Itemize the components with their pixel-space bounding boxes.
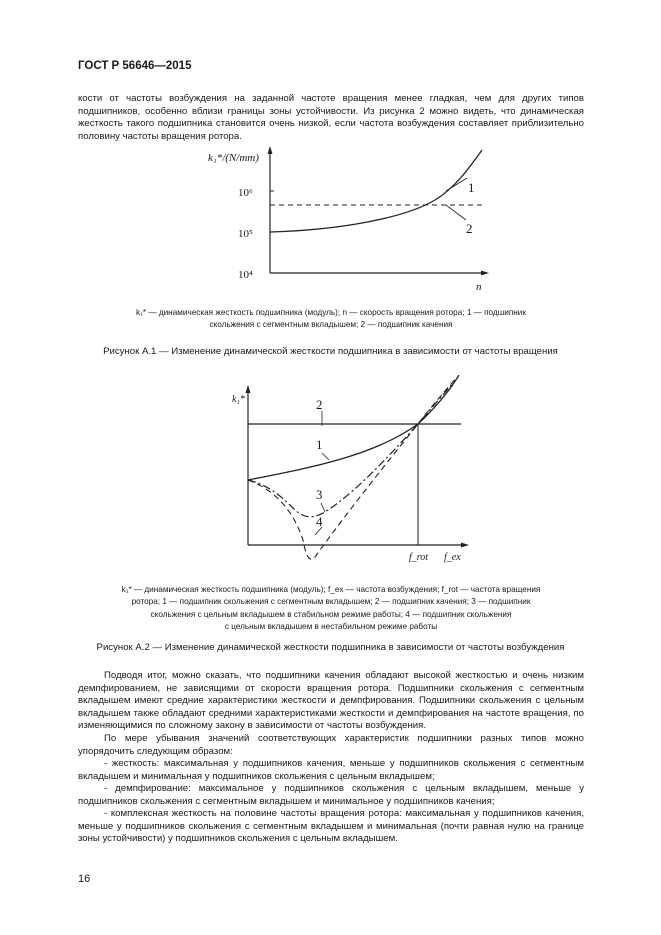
figure-a1-title: Рисунок А.1 — Изменение динамической жесткости подшипника в зависимости от частоты вращения [103,346,558,357]
a2-legend-line-4: с цельным вкладышем в нестабильном режиме работы [224,621,438,631]
a2-y-axis-label: k₁* [232,394,245,405]
intro-paragraph: кости от частоты возбуждения на заданной частоте вращения менее гладкая, чем для других типов подшипников, особенно вблизи границы зоны устойчивости. Из рисунка 2 можно видеть, что динамическая жесткость такого подшипника становится очень низкой, если частота возбуждения составляет приблизительно половину частоты вращения ротора. [78,93,584,142]
a2-leader-3 [321,503,325,512]
a2-curve-label-3: 3 [316,487,323,502]
a1-curve-label-2: 2 [466,221,473,236]
a2-x-label-fex: f_ex [444,552,461,563]
a2-x-label-frot: f_rot [409,552,429,563]
list-item: - жесткость: максимальная у подшипников качения, меньше у подшипников скольжения с сегментным вкладышем и минимальная у подшипников скольжения с цельным вкладышем; [78,758,584,782]
a1-x-arrow [481,271,489,276]
a2-y-arrow [246,385,251,393]
a2-legend-line-3: скольжения с цельным вкладышем в стабильном режиме работы; 4 — подшипник скольжения [150,609,512,619]
a1-tick-label-3: 10⁴ [238,269,253,281]
a2-legend-line-2: ротора; 1 — подшипник скольжения с сегментным вкладышем; 2 — подшипник качения; 3 — подшипник [131,597,531,607]
document-header: ГОСТ Р 56646—2015 [78,60,192,72]
a2-x-arrow [461,543,469,548]
a2-leader-1 [322,453,329,460]
a1-x-axis-label: n [476,281,482,293]
a1-curve-1 [270,150,482,232]
a2-curve-label-1: 1 [316,437,323,452]
figure-a1-chart [190,140,500,300]
a2-curve-1 [248,375,459,480]
a2-curve-label-4: 4 [316,514,323,529]
a1-tick-label-1: 10⁶ [238,187,253,199]
a1-tick-label-2: 10⁵ [238,228,253,240]
a1-curve-label-1: 1 [468,180,475,195]
list-item: - комплексная жесткость на половине частоты вращения ротора: максимальная у подшипников качения, меньше у подшипников скольжения с сегментным вкладышем и минимальная (почти равная нулю на границе зоны устойчивости) у подшипников скольжения с цельным вкладышем. [78,808,584,845]
a1-leader-2 [446,205,466,220]
a2-curve-3 [248,383,453,517]
figure-a2-title: Рисунок А.2 — Изменение динамической жесткости подшипника в зависимости от частоты возбуждения [96,642,565,653]
a1-y-axis-label: k₁*/(N/mm) [208,152,259,164]
summary-paragraph: Подводя итог, можно сказать, что подшипники качения обладают высокой жесткостью и очень низким демпфированием, не зависящими от скорости вращения ротора. Подшипники скольжения с сегментным вкладышем имеют средние характеристики жесткости и демпфирования. Подшипники скольжения с цельным вкладышем также обладают средними характеристиками жесткости и демпфирования на частоте вращения, по изменяющимися по сложному закону в зависимости от частоты возбуждения. [78,670,584,732]
ordering-paragraph: По мере убывания значений соответствующих характеристик подшипники разных типов можно упорядочить следующим образом: [78,733,584,757]
a1-leader-1 [446,178,467,191]
figure-a2-chart [225,375,475,575]
figure-a2-legend [78,584,584,633]
a2-curve-4 [248,377,457,559]
a2-curve-label-2: 2 [316,397,323,412]
a1-y-arrow [268,146,273,154]
figure-a1-legend [78,307,584,332]
a2-legend-line-1: k₁* — динамическая жесткость подшипника (модуль); f_ex — частота возбуждения; f_rot — частота вращения [121,585,541,594]
a1-legend-line-2: скольжения с сегментным вкладышем; 2 — подшипник качения [209,320,453,330]
page-number: 16 [78,873,91,885]
list-item: - демпфирование: максимальное у подшипников скольжения с цельным вкладышем, меньше у подшипников скольжения с сегментным вкладышем и минимальное у подшипников качения; [78,783,584,807]
a1-legend-line-1: k₁* — динамическая жесткость подшипника (модуль); n — скорость вращения ротора; 1 — подшипник [136,308,526,317]
